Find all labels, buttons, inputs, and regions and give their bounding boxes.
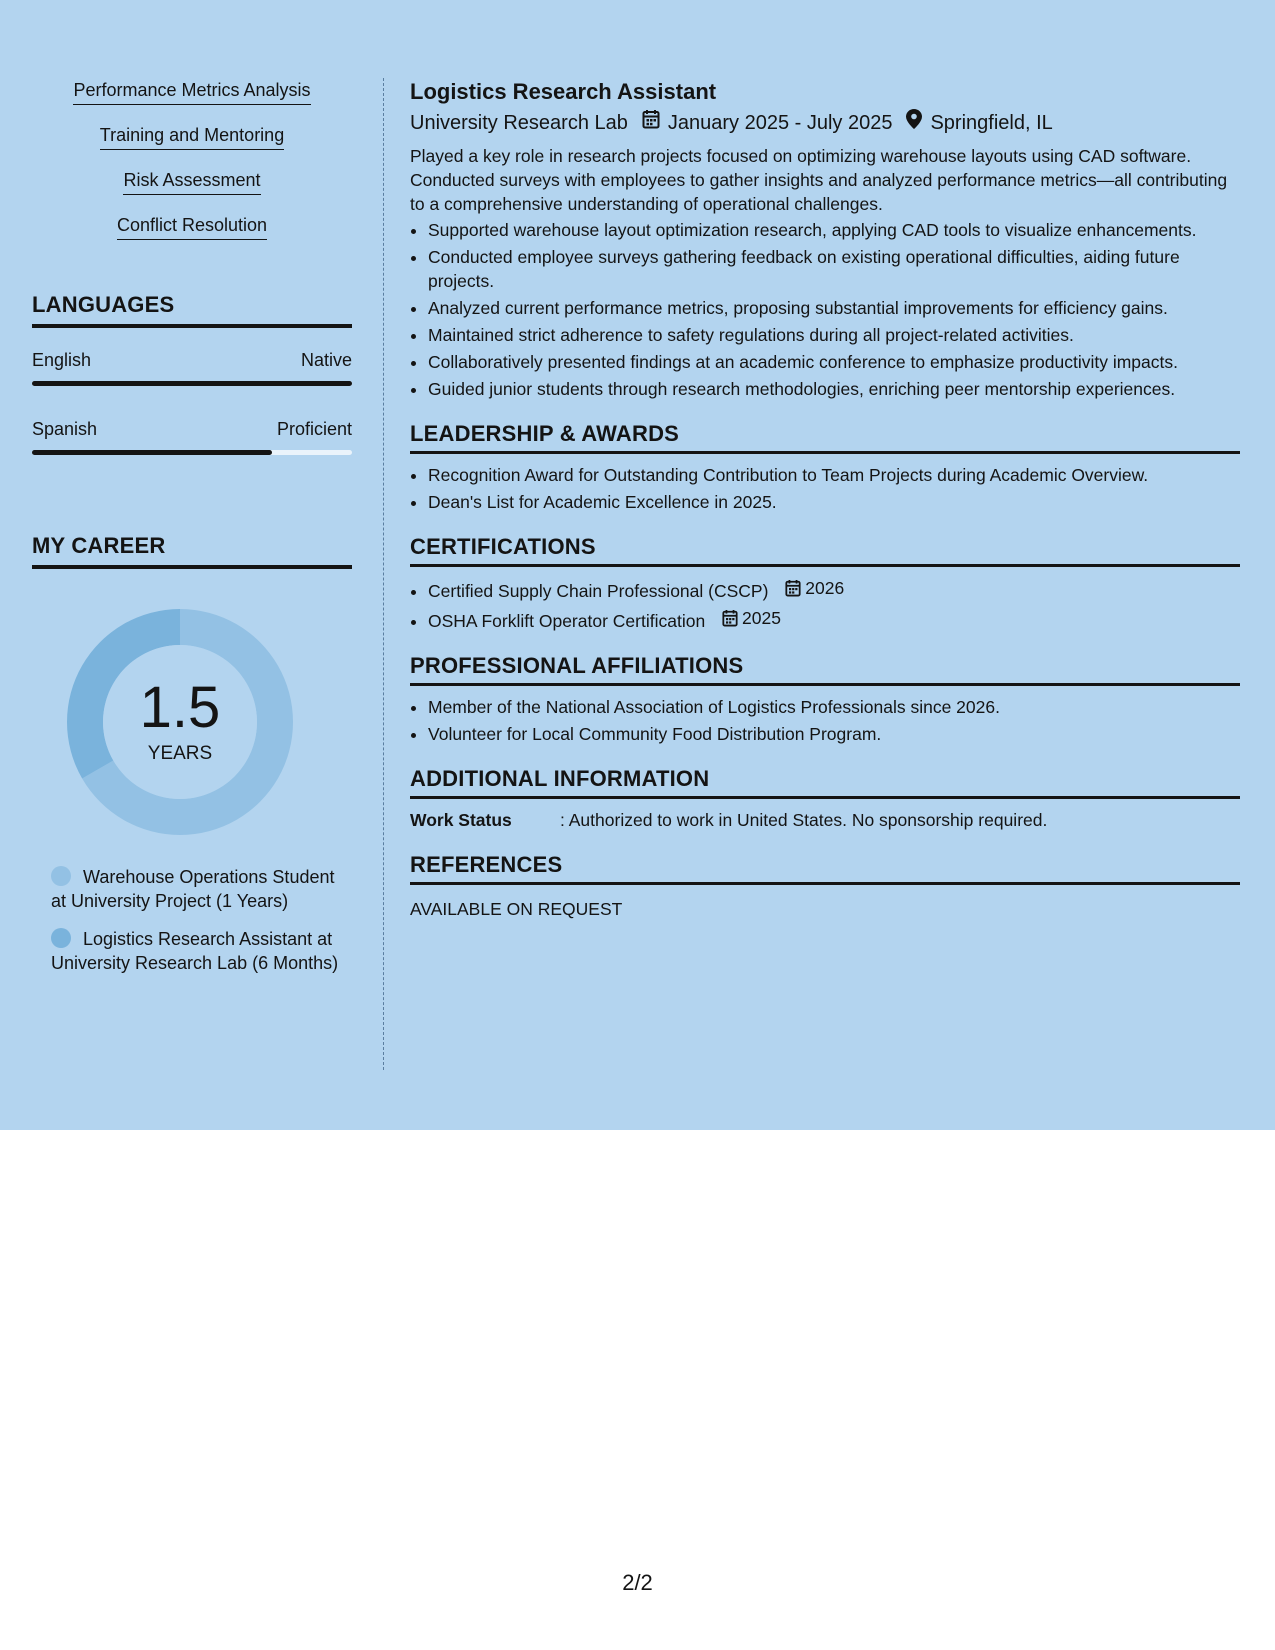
- work-status-value: : Authorized to work in United States. No sponsorship required.: [560, 810, 1048, 830]
- certification-year: 2025: [742, 608, 781, 628]
- job-bullet: • Analyzed current performance metrics, proposing substantial improvements for efficiency gains.: [428, 296, 1240, 320]
- language-level: Proficient: [276, 419, 352, 439]
- job-bullet: • Maintained strict adherence to safety regulations during all project-related activities.: [428, 323, 1240, 347]
- certification-name: Certified Supply Chain Professional (CSCP): [428, 581, 769, 601]
- job-bullets: [410, 218, 1240, 401]
- language-name: English: [32, 350, 92, 370]
- legend-item: [51, 865, 341, 913]
- job-bullet: • Conducted employee surveys gathering feedback on existing operational difficulties, aiding future projects.: [428, 245, 1240, 293]
- legend-dot: [51, 866, 71, 886]
- job-bullet: • Collaboratively presented findings at an academic conference to emphasize productivity impacts.: [428, 350, 1240, 374]
- language-bar-fill: [32, 381, 352, 386]
- job-title: Logistics Research Assistant: [410, 79, 717, 104]
- career-section: [32, 533, 352, 975]
- skills-list: [32, 78, 352, 258]
- work-status-label: Work Status: [410, 810, 512, 830]
- certification-item: [428, 576, 1240, 603]
- career-total-value: 1.5: [139, 675, 221, 740]
- references-text: AVAILABLE ON REQUEST: [410, 899, 623, 919]
- career-donut: [67, 609, 293, 835]
- career-legend: [32, 865, 352, 975]
- language-row: [32, 419, 352, 440]
- calendar-icon: [642, 108, 660, 138]
- experience-entry: [410, 78, 1240, 401]
- affiliation-item: • Member of the National Association of Logistics Professionals since 2026.: [428, 695, 1240, 719]
- language-bar-fill: [32, 450, 272, 455]
- job-dates: January 2025 - July 2025: [667, 112, 893, 134]
- references-title: REFERENCES: [410, 852, 1240, 885]
- job-summary: Played a key role in research projects focused on optimizing warehouse layouts using CAD software. Conducted surveys with employees to gather insights and analyzed performance metrics—all contributing to a comprehensive understanding of operational challenges.: [410, 146, 1228, 214]
- legend-label: Warehouse Operations Student at University Project (1 Years): [51, 867, 335, 911]
- job-location: Springfield, IL: [930, 112, 1053, 134]
- affiliations-section: [410, 653, 1240, 746]
- certifications-title: CERTIFICATIONS: [410, 534, 1240, 567]
- certification-item: [428, 606, 1240, 633]
- company-name: University Research Lab: [410, 112, 628, 134]
- certification-year: 2026: [805, 578, 845, 598]
- languages-section: [32, 292, 352, 455]
- location-pin-icon: [906, 108, 922, 138]
- skill-item: Risk Assessment: [123, 168, 260, 195]
- job-bullet: • Supported warehouse layout optimization research, applying CAD tools to visualize enhancements.: [428, 218, 1240, 242]
- legend-dot: [51, 928, 71, 948]
- languages-title: LANGUAGES: [32, 292, 352, 328]
- legend-label: Logistics Research Assistant at University Research Lab (6 Months): [51, 929, 339, 973]
- references-section: [410, 852, 1240, 921]
- job-bullet: • Guided junior students through research methodologies, enriching peer mentorship experiences.: [428, 377, 1240, 401]
- career-title: MY CAREER: [32, 533, 352, 569]
- skill-item: Performance Metrics Analysis: [73, 78, 310, 105]
- skill-item: Training and Mentoring: [100, 123, 284, 150]
- additional-info-section: [410, 766, 1240, 832]
- calendar-icon: [722, 609, 738, 627]
- certifications-section: [410, 534, 1240, 633]
- leadership-item: • Recognition Award for Outstanding Contribution to Team Projects during Academic Overview.: [428, 463, 1240, 487]
- job-meta: [410, 108, 1240, 138]
- skill-item: Conflict Resolution: [117, 213, 267, 240]
- column-divider: [383, 78, 384, 1070]
- right-column: [410, 78, 1240, 921]
- career-total-unit: YEARS: [147, 743, 213, 764]
- language-bar: [32, 450, 352, 455]
- leadership-title: LEADERSHIP & AWARDS: [410, 421, 1240, 454]
- language-row: [32, 350, 352, 371]
- work-status-row: [410, 808, 1240, 832]
- calendar-icon: [785, 579, 801, 597]
- certification-name: OSHA Forklift Operator Certification: [428, 611, 706, 631]
- affiliations-title: PROFESSIONAL AFFILIATIONS: [410, 653, 1240, 686]
- language-level: Native: [300, 350, 352, 370]
- page-number: 2/2: [622, 1570, 653, 1595]
- language-name: Spanish: [32, 419, 98, 439]
- legend-item: [51, 927, 341, 975]
- leadership-item: • Dean's List for Academic Excellence in 2025.: [428, 490, 1240, 514]
- left-column: [32, 78, 352, 989]
- language-bar: [32, 381, 352, 386]
- leadership-section: [410, 421, 1240, 514]
- additional-info-title: ADDITIONAL INFORMATION: [410, 766, 1240, 799]
- affiliation-item: • Volunteer for Local Community Food Distribution Program.: [428, 722, 1240, 746]
